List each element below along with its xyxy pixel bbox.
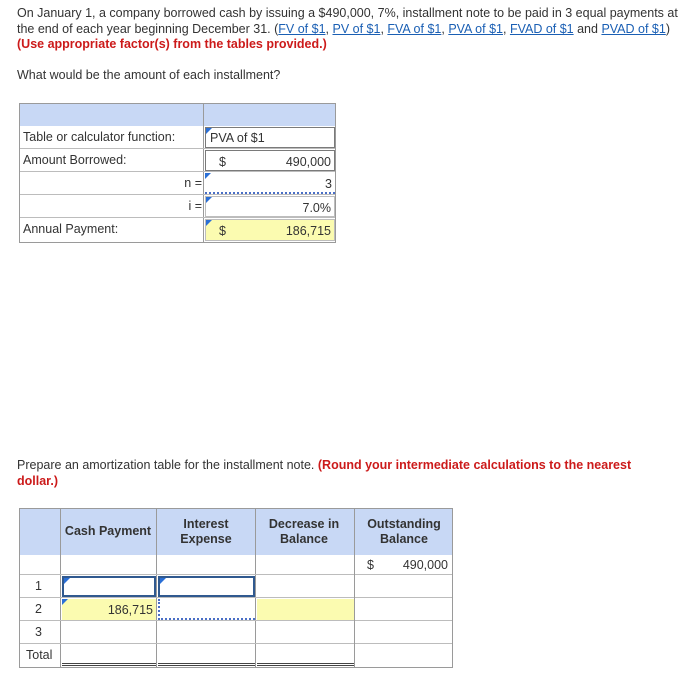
total-label: Total	[26, 648, 53, 662]
calc-header	[20, 104, 335, 126]
prepare-text: Prepare an amortization table for the installment note. (Round your intermediate calculations to the nearest dollar.)	[17, 458, 632, 488]
decrease-input-3[interactable]	[257, 622, 354, 643]
total-row	[20, 644, 354, 667]
balance-input-1[interactable]	[355, 575, 452, 598]
question-text: On January 1, a company borrowed cash by issuing a $490,000, 7%, installment note to be paid in 3 equal payments at the end of each year beginning December 31. (FV of $1, PV of $1, FVA of $1, PVA of $1, FVAD of $1 and PVAD of $1) (Use appropriate factor(s) from the tables provided.)	[17, 6, 678, 51]
balance-input-3[interactable]	[355, 621, 452, 644]
decrease-total[interactable]	[257, 645, 354, 666]
amortization-table	[19, 508, 355, 668]
payment-label: Annual Payment:	[23, 222, 119, 236]
decrease-input-1[interactable]	[257, 576, 354, 597]
outstanding-balance-column	[355, 508, 453, 668]
table-row: 1	[20, 575, 354, 598]
table-row: 3	[20, 621, 354, 644]
link-pv[interactable]: PV of $1	[332, 21, 381, 36]
instruction-text: (Use appropriate factor(s) from the tables provided.)	[17, 37, 327, 51]
function-label: Table or calculator function:	[23, 130, 176, 144]
n-row	[20, 172, 335, 195]
round-instruction: (Round your intermediate calculations to the nearest dollar.)	[17, 458, 632, 488]
interest-total[interactable]	[158, 645, 255, 666]
i-row	[20, 195, 335, 218]
decrease-input-2[interactable]	[257, 599, 354, 620]
interest-input-2[interactable]	[158, 599, 255, 620]
n-input[interactable]: 3	[205, 173, 335, 194]
link-fv[interactable]: FV of $1	[278, 21, 326, 36]
payment-row	[20, 218, 335, 241]
payment-input[interactable]: $ 186,715	[205, 219, 335, 241]
installment-question: What would be the amount of each installment?	[17, 68, 281, 82]
link-pvad[interactable]: PVAD of $1	[601, 21, 666, 36]
link-fva[interactable]: FVA of $1	[387, 21, 442, 36]
i-input[interactable]: 7.0%	[205, 196, 335, 217]
cash-total[interactable]	[62, 645, 156, 666]
initial-balance-cell: $ 490,000	[355, 555, 452, 575]
function-row	[20, 126, 335, 149]
link-pva[interactable]: PVA of $1	[448, 21, 503, 36]
amount-label: Amount Borrowed:	[23, 153, 127, 167]
amount-row	[20, 149, 335, 172]
cash-input-1[interactable]	[62, 576, 156, 597]
interest-input-3[interactable]	[158, 622, 255, 643]
function-input[interactable]: PVA of $1	[205, 127, 335, 148]
outstanding-header: Outstanding Balance	[367, 517, 441, 546]
interest-expense-header: Interest Expense	[180, 517, 232, 546]
interest-input-1[interactable]	[158, 576, 255, 597]
amount-input[interactable]: $ 490,000	[205, 150, 335, 171]
cash-input-2[interactable]: 186,715	[62, 599, 156, 620]
table-row: 2 186,715	[20, 598, 354, 621]
n-label: n =	[184, 176, 202, 190]
balance-input-2[interactable]	[355, 598, 452, 621]
initial-row	[20, 555, 354, 575]
decrease-header: Decrease in Balance	[268, 517, 340, 546]
calculation-table	[19, 103, 336, 243]
link-fvad[interactable]: FVAD of $1	[509, 21, 574, 36]
cash-payment-header: Cash Payment	[64, 524, 152, 538]
cash-input-3[interactable]	[62, 622, 156, 643]
i-label: i =	[188, 199, 202, 213]
